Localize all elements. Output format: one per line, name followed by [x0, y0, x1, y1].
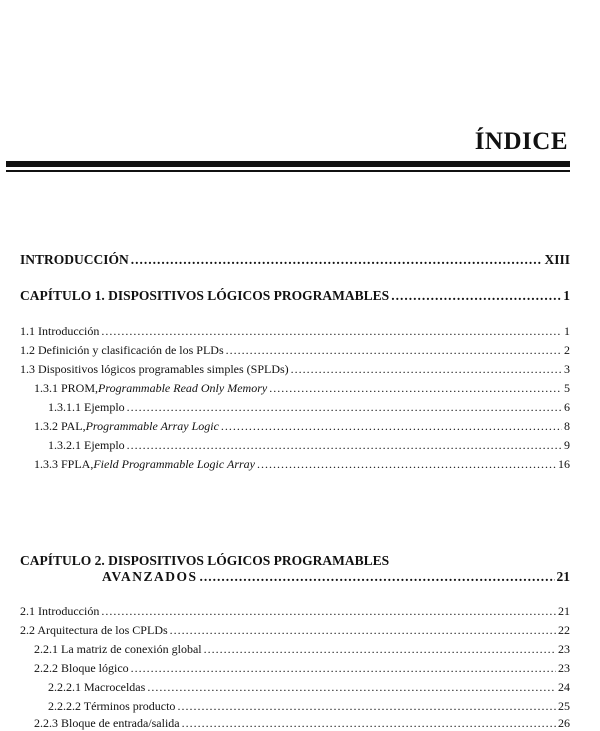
toc-entry-capitulo-2-cont[interactable]: AVANZADOS ..... 21	[102, 569, 570, 585]
toc-entry[interactable]: 1.3.1.1 Ejemplo ..... 6	[48, 400, 570, 415]
toc-entry[interactable]: 1.3.2 PAL, Programmable Array Logic ..... 8	[34, 419, 570, 434]
toc-entry[interactable]: 1.3 Dispositivos lógicos programables simples (SPLDs) ..... 3	[20, 362, 570, 377]
leader-dots	[391, 288, 561, 304]
toc-entry[interactable]: 1.2 Definición y clasificación de los PLDs ..... 2	[20, 343, 570, 358]
toc-entry[interactable]: 1.1 Introducción ..... 1	[20, 324, 570, 339]
toc-entry-capitulo-1[interactable]: CAPÍTULO 1. DISPOSITIVOS LÓGICOS PROGRAMABLES ..... 1	[20, 288, 570, 304]
page-title: ÍNDICE	[474, 128, 568, 155]
toc-entry[interactable]: 2.2.2 Bloque lógico ..... 23	[34, 661, 570, 676]
toc-entry[interactable]: 2.2.2.2 Términos producto ..... 25	[48, 699, 570, 714]
toc-entry-capitulo-2[interactable]: CAPÍTULO 2. DISPOSITIVOS LÓGICOS PROGRAMABLES	[20, 553, 390, 568]
title-rule-thin	[6, 170, 570, 172]
toc-entry[interactable]: 1.3.2.1 Ejemplo ..... 9	[48, 438, 570, 453]
toc-entry-introduccion[interactable]: INTRODUCCIÓN ..... XIII	[20, 252, 570, 268]
title-rule-thick	[6, 161, 570, 167]
toc-entry[interactable]: 2.2 Arquitectura de los CPLDs ..... 22	[20, 623, 570, 638]
leader-dots	[131, 252, 543, 268]
toc-entry[interactable]: 2.1 Introducción ..... 21	[20, 604, 570, 619]
toc-entry[interactable]: 1.3.1 PROM, Programmable Read Only Memory ..... 5	[34, 381, 570, 396]
toc-entry[interactable]: 1.3.3 FPLA, Field Programmable Logic Array ..... 16	[34, 457, 570, 472]
toc-entry[interactable]: 2.2.2.1 Macroceldas ..... 24	[48, 680, 570, 695]
toc-entry[interactable]: 2.2.3 Bloque de entrada/salida ..... 26	[34, 716, 570, 731]
toc-entry[interactable]: 2.2.1 La matriz de conexión global ..... 23	[34, 642, 570, 657]
